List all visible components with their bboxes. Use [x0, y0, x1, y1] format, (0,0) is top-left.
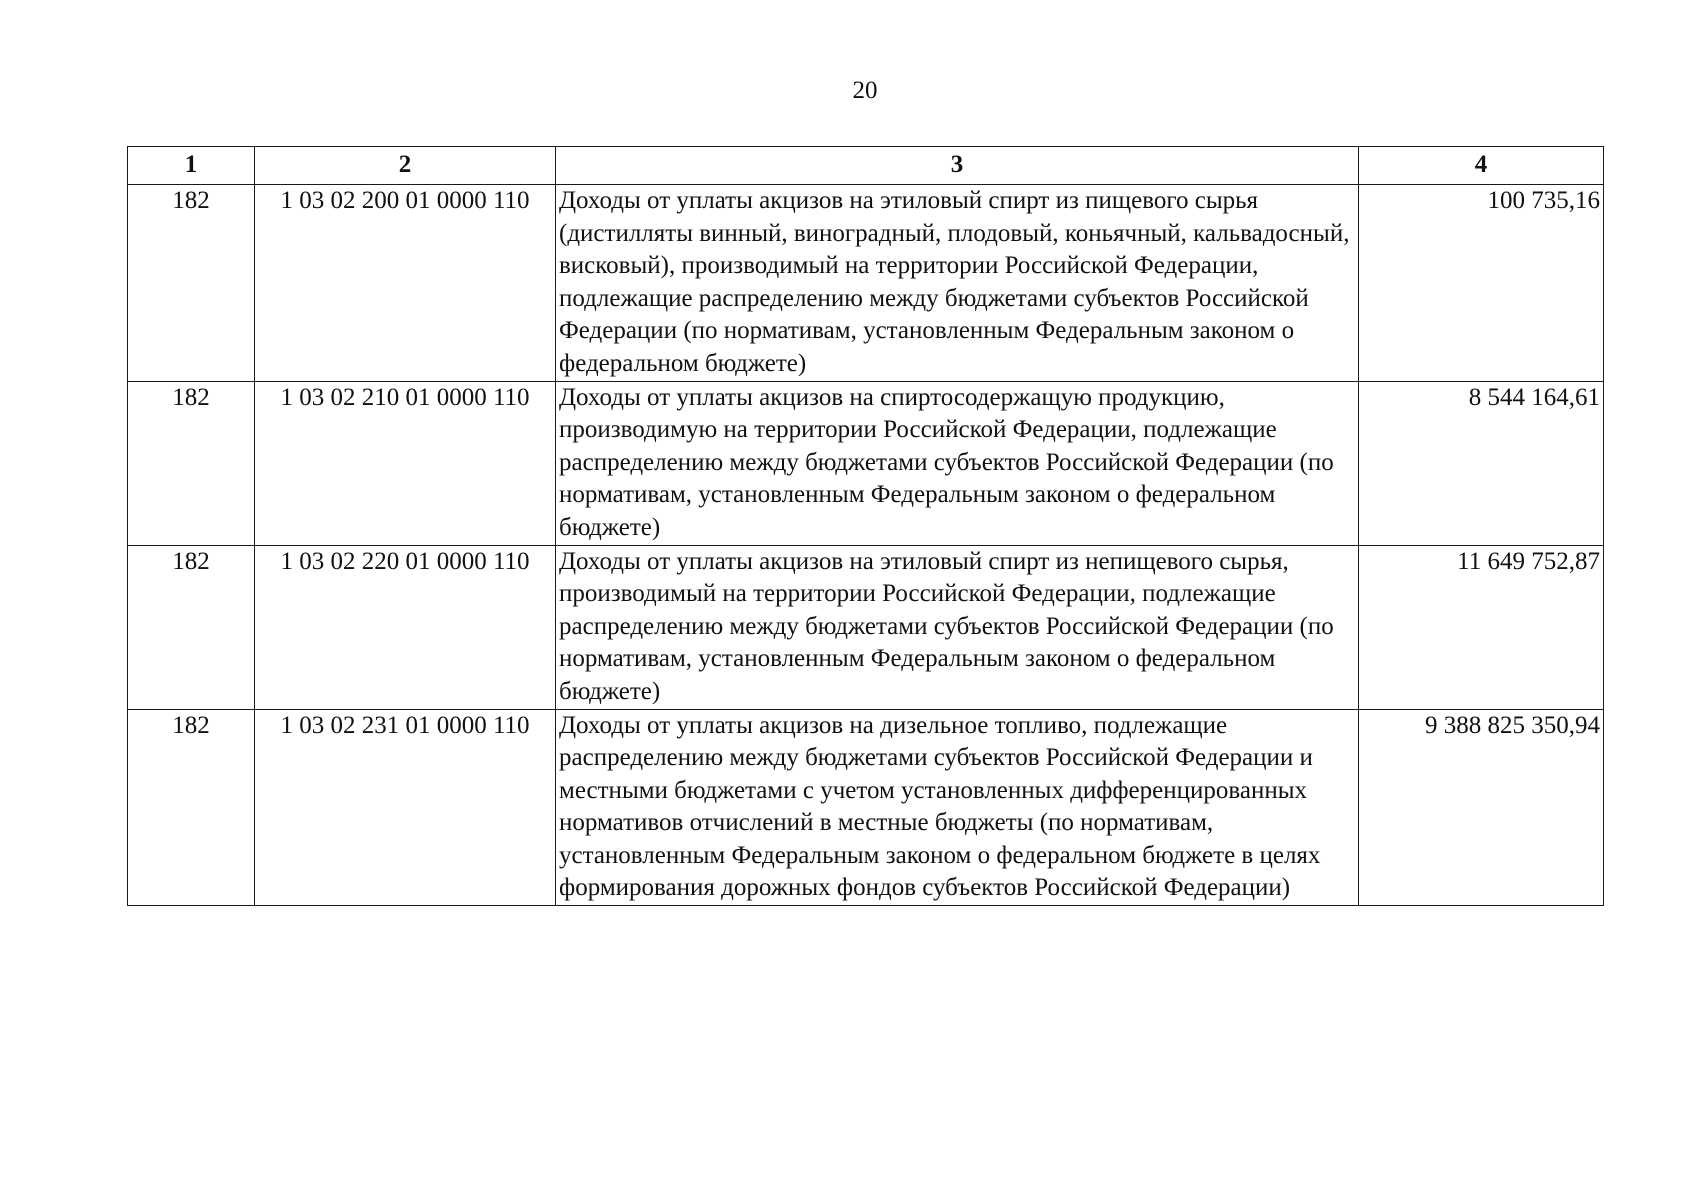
admin-code-cell: 182: [128, 545, 255, 709]
budget-code-cell: 1 03 02 200 01 0000 110: [255, 185, 556, 382]
page-number: 20: [852, 77, 878, 104]
column-header-4: 4: [1359, 147, 1604, 185]
table-row: [128, 709, 1604, 906]
description-cell: Доходы от уплаты акцизов на дизельное топливо, подлежащие распределению между бюджетами субъектов Российской Федерации и местными бюджетами с учетом установленных дифференцированных нормативов отчислений в местные бюджеты (по нормативам, установленным Федеральным законом о федеральном бюджете в целях формирования дорожных фондов субъектов Российской Федерации): [556, 709, 1359, 906]
admin-code-cell: 182: [128, 709, 255, 906]
table-header-row: [128, 147, 1604, 185]
table-row: [128, 185, 1604, 382]
amount-cell: 9 388 825 350,94: [1359, 709, 1604, 906]
amount-cell: 8 544 164,61: [1359, 381, 1604, 545]
column-header-3: 3: [556, 147, 1359, 185]
budget-code-cell: 1 03 02 231 01 0000 110: [255, 709, 556, 906]
admin-code-cell: 182: [128, 381, 255, 545]
column-header-1: 1: [128, 147, 255, 185]
table-row: [128, 545, 1604, 709]
column-header-2: 2: [255, 147, 556, 185]
description-cell: Доходы от уплаты акцизов на этиловый спирт из непищевого сырья, производимый на территории Российской Федерации, подлежащие распределению между бюджетами субъектов Российской Федерации (по нормативам, установленным Федеральным законом о федеральном бюджете): [556, 545, 1359, 709]
budget-code-cell: 1 03 02 210 01 0000 110: [255, 381, 556, 545]
amount-cell: 11 649 752,87: [1359, 545, 1604, 709]
budget-code-cell: 1 03 02 220 01 0000 110: [255, 545, 556, 709]
table-row: [128, 381, 1604, 545]
description-cell: Доходы от уплаты акцизов на этиловый спирт из пищевого сырья (дистилляты винный, виноградный, плодовый, коньячный, кальвадосный, висковый), производимый на территории Российской Федерации, подлежащие распределению между бюджетами субъектов Российской Федерации (по нормативам, установленным Федеральным законом о федеральном бюджете): [556, 185, 1359, 382]
description-cell: Доходы от уплаты акцизов на спиртосодержащую продукцию, производимую на территории Российской Федерации, подлежащие распределению между бюджетами субъектов Российской Федерации (по нормативам, установленным Федеральным законом о федеральном бюджете): [556, 381, 1359, 545]
amount-cell: 100 735,16: [1359, 185, 1604, 382]
admin-code-cell: 182: [128, 185, 255, 382]
revenue-table: [127, 146, 1604, 906]
